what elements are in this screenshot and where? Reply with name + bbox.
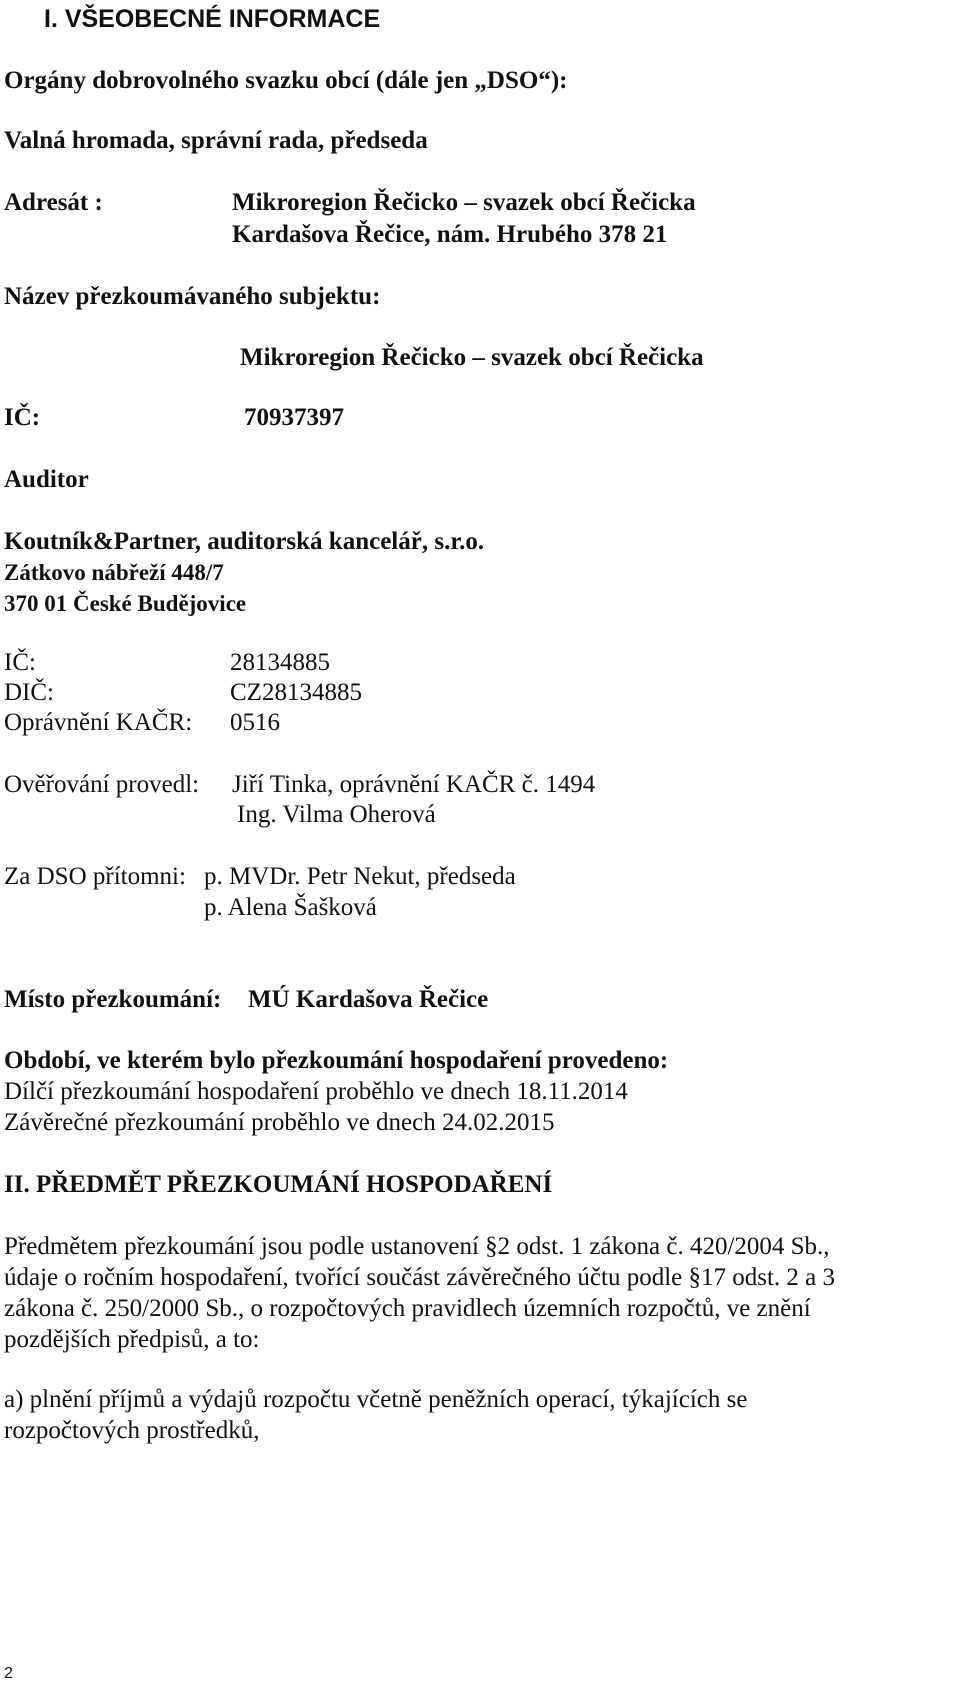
auditor-label: Auditor <box>4 466 89 493</box>
subject-label: Název přezkoumávaného subjektu: <box>4 283 381 310</box>
organs-value: Valná hromada, správní rada, předseda <box>4 127 428 154</box>
place-label: Místo přezkoumání: <box>4 986 222 1013</box>
verified-auditor-2: Ing. Vilma Oherová <box>237 801 436 828</box>
paragraph-line: zákona č. 250/2000 Sb., o rozpočtových pravidlech územních rozpočtů, ve znění <box>4 1295 811 1322</box>
page-number: 2 <box>4 1665 13 1682</box>
auditor-license-value: 0516 <box>230 709 280 736</box>
auditor-ic-value: 28134885 <box>230 649 330 676</box>
addressee-name: Mikroregion Řečicko – svazek obcí Řečicka <box>232 189 696 216</box>
present-label: Za DSO přítomni: <box>4 863 186 890</box>
addressee-address: Kardašova Řečice, nám. Hrubého 378 21 <box>232 221 668 248</box>
auditor-dic-label: DIČ: <box>4 679 54 706</box>
ic-label: IČ: <box>4 404 41 431</box>
present-person-1: p. MVDr. Petr Nekut, předseda <box>204 863 516 890</box>
list-item-a-continued: rozpočtových prostředků, <box>4 1417 260 1444</box>
paragraph-line: Předmětem přezkoumání jsou podle ustanovení §2 odst. 1 zákona č. 420/2004 Sb., <box>4 1233 830 1260</box>
paragraph-line: pozdějších předpisů, a to: <box>4 1326 260 1353</box>
period-partial: Dílčí přezkoumání hospodaření proběhlo ve dnech 18.11.2014 <box>4 1078 628 1105</box>
section-heading-subject: II. PŘEDMĚT PŘEZKOUMÁNÍ HOSPODAŘENÍ <box>4 1171 553 1198</box>
auditor-name: Koutník&Partner, auditorská kancelář, s.r.o. <box>4 528 485 555</box>
auditor-dic-value: CZ28134885 <box>230 679 362 706</box>
organs-label: Orgány dobrovolného svazku obcí (dále jen „DSO“): <box>4 67 568 94</box>
place-value: MÚ Kardašova Řečice <box>248 986 489 1013</box>
period-final: Závěrečné přezkoumání proběhlo ve dnech 24.02.2015 <box>4 1109 555 1136</box>
section-heading-general: I. VŠEOBECNÉ INFORMACE <box>44 5 381 33</box>
list-item-a: a) plnění příjmů a výdajů rozpočtu včetně peněžních operací, týkajících se <box>4 1386 748 1413</box>
subject-value: Mikroregion Řečicko – svazek obcí Řečicka <box>240 344 704 371</box>
auditor-license-label: Oprávnění KAČR: <box>4 709 193 736</box>
auditor-ic-label: IČ: <box>4 649 36 676</box>
addressee-label: Adresát : <box>4 189 103 216</box>
present-person-2: p. Alena Šašková <box>204 894 377 921</box>
verified-label: Ověřování provedl: <box>4 771 200 798</box>
verified-auditor-1: Jiří Tinka, oprávnění KAČR č. 1494 <box>232 771 596 798</box>
auditor-city: 370 01 České Budějovice <box>4 591 247 616</box>
auditor-street: Zátkovo nábřeží 448/7 <box>4 560 224 585</box>
ic-value: 70937397 <box>244 404 344 431</box>
paragraph-line: údaje o ročním hospodaření, tvořící součást závěrečného účtu podle §17 odst. 2 a 3 <box>4 1264 836 1291</box>
period-label: Období, ve kterém bylo přezkoumání hospodaření provedeno: <box>4 1047 669 1074</box>
